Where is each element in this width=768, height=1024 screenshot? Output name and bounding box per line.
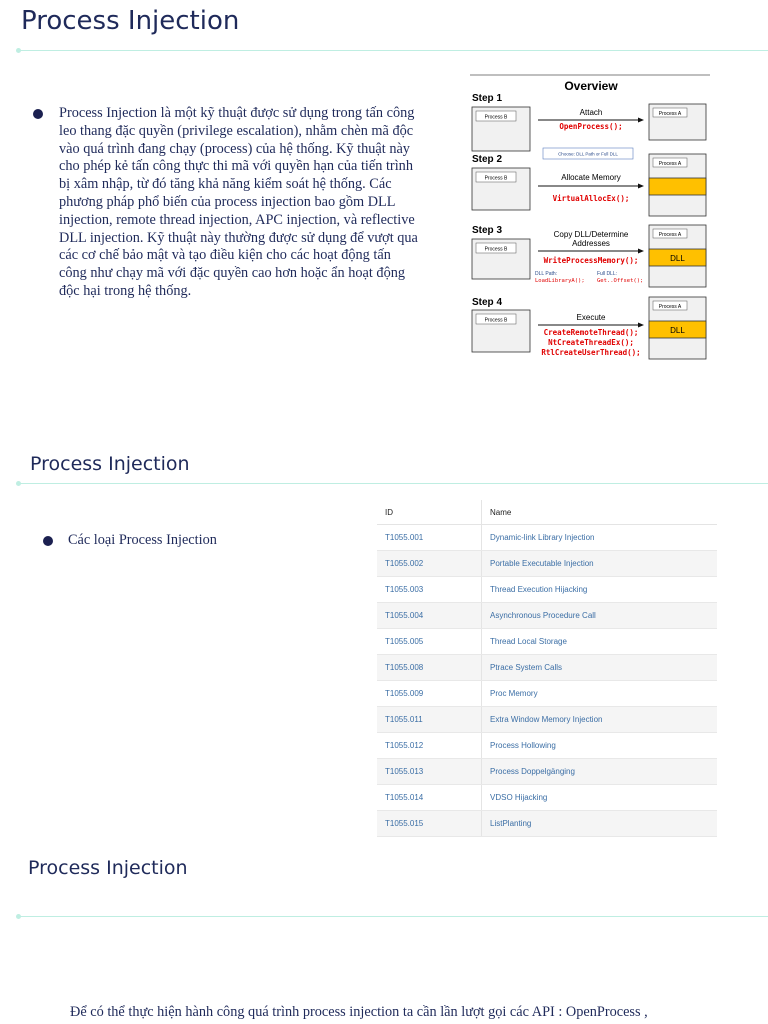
technique-name[interactable]: Proc Memory <box>482 681 718 707</box>
technique-name[interactable]: Thread Execution Hijacking <box>482 577 718 603</box>
process-injection-overview-diagram <box>468 70 712 368</box>
intro-paragraph: Process Injection là một kỹ thuật được sử dụng trong tấn công leo thang đặc quyền (privilege escalation), nhằm chèn mã độc vào quá trình đang chạy (process) của hệ thống. Kỹ thuật này cho phép kẻ tấn công thực thi mã với quyền hạn của tiến trình bị xâm nhập, từ đó tăng khả năng kiểm soát hệ thống. Các phương pháp phổ biến của process injection bao gồm DLL injection, remote thread injection, APC injection, và reflective DLL injection. Kỹ thuật này thường được sử dụng để vượt qua các cơ chế bảo mật và tạo điều kiện cho các hoạt động tấn công như chạy mã với đặc quyền cao hơn hoặc ẩn hoạt động độc hại trong hệ thống. <box>59 105 418 299</box>
table-row <box>377 759 717 785</box>
technique-name[interactable]: Ptrace System Calls <box>482 655 718 681</box>
table-row <box>377 629 717 655</box>
step3-process-a: Process A <box>658 232 682 238</box>
table-row <box>377 811 717 837</box>
table-row <box>377 551 717 577</box>
technique-name[interactable]: ListPlanting <box>482 811 718 837</box>
step1-api: OpenProcess(); <box>559 122 623 131</box>
step1-process-a: Process A <box>658 111 682 117</box>
techniques-table <box>377 500 717 837</box>
table-row <box>377 577 717 603</box>
technique-id[interactable]: T1055.015 <box>377 811 482 837</box>
section-title-api: Process Injection <box>28 857 188 879</box>
step3-process-b: Process B <box>484 246 508 253</box>
technique-id[interactable]: T1055.002 <box>377 551 482 577</box>
technique-name[interactable]: Process Doppelgänging <box>482 759 718 785</box>
technique-id[interactable]: T1055.003 <box>377 577 482 603</box>
bullet-dot-icon <box>33 109 43 119</box>
technique-id[interactable]: T1055.008 <box>377 655 482 681</box>
choose-label: Choose: DLL Path or Full DLL <box>558 151 618 157</box>
table-row <box>377 681 717 707</box>
types-bullet-text: Các loại Process Injection <box>68 532 217 548</box>
step1-label: Step 1 <box>472 93 503 104</box>
step4-api-2: NtCreateThreadEx(); <box>548 338 634 347</box>
step4-process-a: Process A <box>658 304 682 310</box>
column-header-name: Name <box>482 500 718 525</box>
table-row <box>377 603 717 629</box>
table-row <box>377 655 717 681</box>
step3-action-line2: Addresses <box>572 239 610 248</box>
table-header-row <box>377 500 717 525</box>
step4-process-b: Process B <box>484 317 508 324</box>
types-bullet <box>43 532 217 550</box>
technique-id[interactable]: T1055.005 <box>377 629 482 655</box>
step4-action: Execute <box>576 313 606 322</box>
title-divider <box>18 50 768 51</box>
step2-api: VirtualAllocEx(); <box>552 194 630 203</box>
diagram-title: Overview <box>564 79 618 93</box>
step2-label: Step 2 <box>472 154 503 165</box>
technique-name[interactable]: Dynamic-link Library Injection <box>482 525 718 551</box>
step1-process-b: Process B <box>484 114 508 121</box>
step4-dll: DLL <box>670 326 685 335</box>
step4-api-1: CreateRemoteThread(); <box>543 328 639 337</box>
section-title-types: Process Injection <box>30 453 190 475</box>
step3-path-api: LoadLibraryA(); <box>535 278 585 284</box>
step2-action: Allocate Memory <box>561 173 621 182</box>
intro-bullet <box>33 105 418 301</box>
step3-full-api: Get..Offset(); <box>597 278 644 284</box>
step4-label: Step 4 <box>472 297 503 308</box>
step4-api-3: RtlCreateUserThread(); <box>541 348 641 357</box>
technique-name[interactable]: Portable Executable Injection <box>482 551 718 577</box>
technique-id[interactable]: T1055.014 <box>377 785 482 811</box>
technique-name[interactable]: VDSO Hijacking <box>482 785 718 811</box>
step3-label: Step 3 <box>472 225 503 236</box>
step2-process-a: Process A <box>658 161 682 167</box>
table-row <box>377 525 717 551</box>
technique-name[interactable]: Process Hollowing <box>482 733 718 759</box>
section-divider <box>18 483 768 484</box>
technique-name[interactable]: Asynchronous Procedure Call <box>482 603 718 629</box>
technique-id[interactable]: T1055.012 <box>377 733 482 759</box>
table-row <box>377 733 717 759</box>
column-header-id: ID <box>377 500 482 525</box>
technique-id[interactable]: T1055.009 <box>377 681 482 707</box>
technique-id[interactable]: T1055.004 <box>377 603 482 629</box>
technique-id[interactable]: T1055.013 <box>377 759 482 785</box>
table-row <box>377 707 717 733</box>
page-title: Process Injection <box>21 6 240 36</box>
technique-name[interactable]: Extra Window Memory Injection <box>482 707 718 733</box>
step3-full-label: Full DLL: <box>597 271 618 277</box>
section-divider <box>18 916 768 917</box>
table-row <box>377 785 717 811</box>
api-intro-text: Để có thể thực hiện hành công quá trình process injection ta cần lần lượt gọi các API : OpenProcess , <box>70 1004 648 1020</box>
technique-id[interactable]: T1055.001 <box>377 525 482 551</box>
step3-api: WriteProcessMemory(); <box>543 256 639 265</box>
bullet-dot-icon <box>43 536 53 546</box>
step3-action-line1: Copy DLL/Determine <box>553 230 629 239</box>
technique-name[interactable]: Thread Local Storage <box>482 629 718 655</box>
step1-action: Attach <box>579 108 603 117</box>
step3-path-label: DLL Path: <box>535 271 558 277</box>
step2-process-b: Process B <box>484 175 508 182</box>
technique-id[interactable]: T1055.011 <box>377 707 482 733</box>
step3-dll: DLL <box>670 254 685 263</box>
